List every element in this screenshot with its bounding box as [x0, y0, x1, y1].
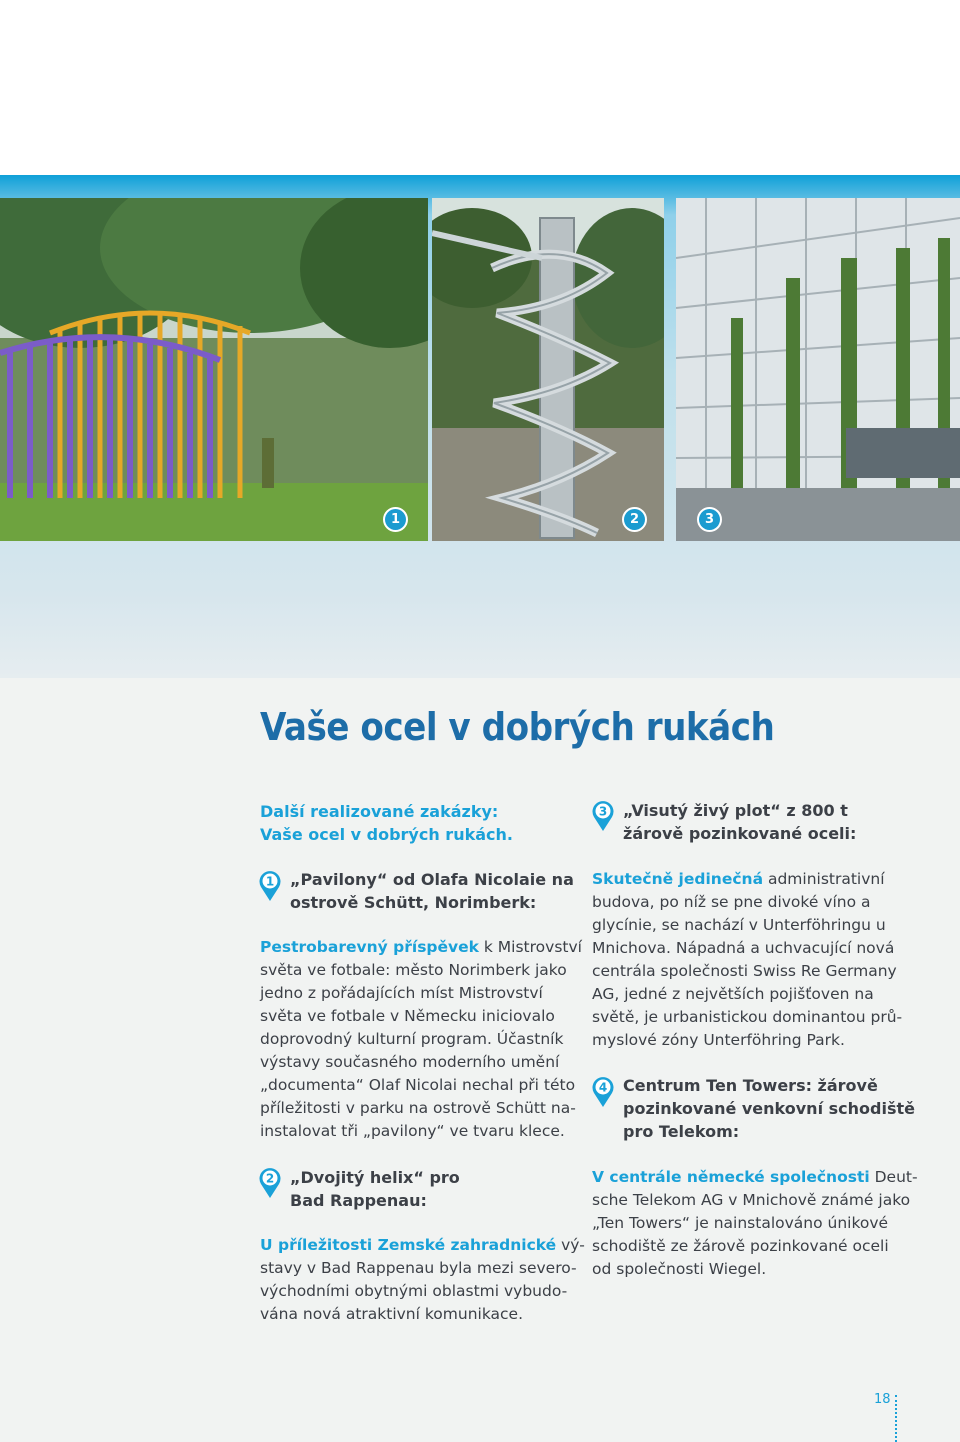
photo-green-facade [676, 198, 960, 541]
page-title: Vaše ocel v dobrých rukách [260, 705, 775, 749]
section-1-line: jedno z pořádajících míst Mistrovství [260, 984, 543, 1002]
section-4-title-line-2: pozinkované venkovní schodiště [623, 1099, 915, 1118]
section-1-line: k Mistrovství [478, 938, 582, 956]
pin-number-4: 4 [598, 1080, 608, 1095]
section-3-line: glycínie, se nachází v Unterföhringu u [592, 916, 886, 934]
section-4-title-line-3: pro Telekom: [623, 1122, 740, 1141]
section-3-lead: Skutečně jedinečná [592, 870, 764, 888]
section-3-line: administrativní [763, 870, 885, 888]
section-3-title-line-1: „Visutý živý plot“ z 800 t [623, 801, 848, 820]
section-4-title-line-1: Centrum Ten Towers: žárově [623, 1076, 878, 1095]
pin-icon-3 [592, 800, 614, 832]
section-2-body [260, 1234, 585, 1326]
section-2-line: vána nová atraktivní komunikace. [260, 1305, 524, 1323]
section-2-line: stavy v Bad Rappenau byla mezi severo- [260, 1259, 577, 1277]
section-1-line: výstavy současného moderního umění [260, 1053, 560, 1071]
pin-icon-2 [259, 1167, 281, 1199]
section-2-line: východními obytnými oblastmi vybudo- [260, 1282, 568, 1300]
section-3-line: světě, je urbanistickou dominantou prů- [592, 1008, 903, 1026]
photo-marker-1: 1 [383, 507, 408, 532]
section-4-lead: V centrále německé společnosti [592, 1168, 870, 1186]
section-2-line: vý- [556, 1236, 585, 1254]
section-1-line: světa ve fotbale: město Norimberk jako [260, 961, 567, 979]
pin-icon-1 [259, 870, 281, 902]
subheading-line-2: Vaše ocel v dobrých rukách. [260, 825, 513, 844]
section-3-line: myslové zóny Unterföhring Park. [592, 1031, 845, 1049]
section-3-title-line-2: žárově pozinkované oceli: [623, 824, 857, 843]
page-number: 18 [874, 1392, 891, 1407]
pin-number-1: 1 [265, 874, 275, 889]
photo-marker-3: 3 [697, 507, 722, 532]
section-4-line: „Ten Towers“ je nainstalováno únikové [592, 1214, 889, 1232]
pin-number-2: 2 [265, 1171, 275, 1186]
photo-pavilions [0, 198, 428, 541]
section-2-lead: U příležitosti Zemské zahradnické [260, 1236, 557, 1254]
section-1-line: „documenta“ Olaf Nicolai nechal při této [260, 1076, 576, 1094]
section-2-title-line-2: Bad Rappenau: [290, 1191, 427, 1210]
section-3-body [592, 868, 902, 1052]
section-1-title-line-1: „Pavilony“ od Olafa Nicolaie na [290, 870, 574, 889]
subheading-line-1: Další realizované zakázky: [260, 802, 499, 821]
section-1-line: světa ve fotbale v Německu iniciovalo [260, 1007, 555, 1025]
section-1-body [260, 936, 582, 1143]
section-3-line: centrála společnosti Swiss Re Germany [592, 962, 897, 980]
page-number-divider [895, 1395, 897, 1442]
photo-double-helix [432, 198, 664, 541]
section-4-line: schodiště ze žárově pozinkované oceli [592, 1237, 889, 1255]
section-4-body [592, 1166, 918, 1281]
subheading [260, 800, 513, 846]
section-1-line: instalovat tři „pavilony“ ve tvaru klece. [260, 1122, 565, 1140]
section-1-lead: Pestrobarevný příspěvek [260, 938, 479, 956]
top-white-band [0, 0, 960, 175]
section-4-line: od společnosti Wiegel. [592, 1260, 767, 1278]
section-1-line: doprovodný kulturní program. Účastník [260, 1030, 564, 1048]
section-2-title-line-1: „Dvojitý helix“ pro [290, 1168, 460, 1187]
section-3-line: Mnichova. Nápadná a uchvacující nová [592, 939, 895, 957]
pin-icon-4 [592, 1076, 614, 1108]
photo-marker-2: 2 [622, 507, 647, 532]
section-4-title [623, 1074, 915, 1143]
section-3-title [623, 799, 856, 845]
section-3-line: AG, jedné z největších pojišťoven na [592, 985, 874, 1003]
section-1-title [290, 868, 574, 914]
section-2-title [290, 1166, 460, 1212]
section-4-line: Deut- [869, 1168, 918, 1186]
section-3-line: budova, po níž se pne divoké víno a [592, 893, 871, 911]
section-4-line: sche Telekom AG v Mnichově známé jako [592, 1191, 911, 1209]
section-1-line: příležitosti v parku na ostrově Schütt na- [260, 1099, 576, 1117]
section-1-title-line-2: ostrově Schütt, Norimberk: [290, 893, 537, 912]
pin-number-3: 3 [598, 804, 608, 819]
